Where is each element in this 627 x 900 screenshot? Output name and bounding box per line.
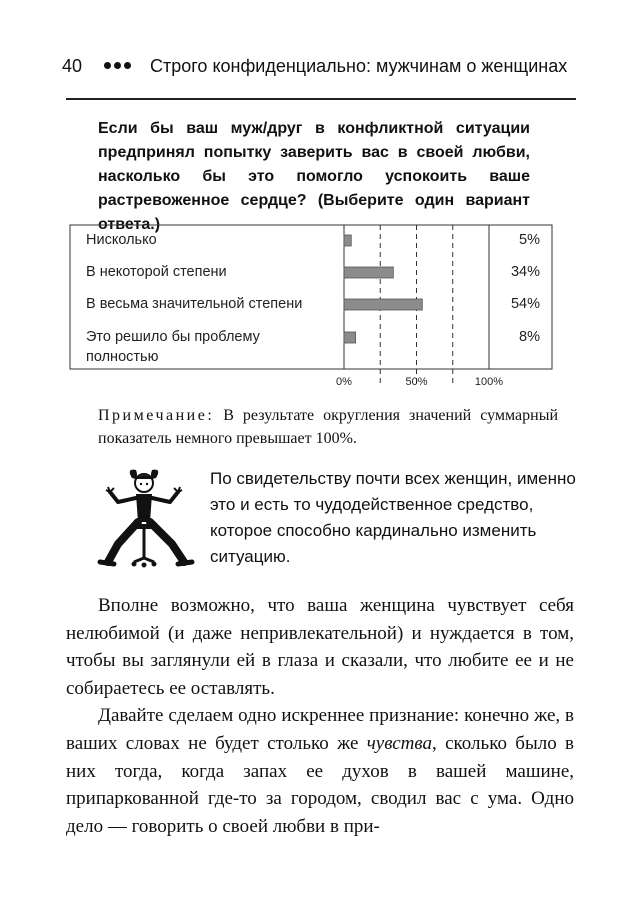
survey-question: Если бы ваш муж/друг в конфликтной ситуации предпринял попытку заверить вас в своей любви, насколько бы это помогло успокоить ваше растревоженное сердце? (Выберите один вариант ответа.) (98, 120, 530, 233)
paragraph-2-end: , сколько было в них тогда, когда запах ее духов в вашей машине, припаркованной где-то за городом, сводил вас с ума. Одно дело — говорить о своей любви в при- (66, 732, 575, 837)
footnote (98, 404, 558, 450)
chart-bar (344, 235, 351, 246)
callout-quote: По свидетельству почти всех женщин, именно это и есть то чудодейственное средство, которое способно кардинально изменить ситуацию. (210, 469, 576, 566)
chart-category-label: полностью (86, 349, 159, 365)
chart-category-label: Это решило бы проблему (86, 329, 260, 345)
emphasis-feeling: чувства (366, 732, 433, 754)
chart-value-label: 54% (510, 296, 540, 312)
header-rule (66, 98, 576, 100)
header-dots-ornament (104, 62, 131, 69)
chart-canvas (66, 222, 556, 392)
page-number: 40 (62, 56, 83, 76)
chart-category-label: Нисколько (86, 232, 157, 248)
body-text (66, 592, 574, 840)
note-text: В результате округления значений суммарный показатель немного превышает 100%. (98, 407, 559, 447)
paragraph-1: Вполне возможно, что ваша женщина чувствует себя нелюбимой (и даже непривлекательной) и нуждается в том, чтобы вы заглянули ей в глаза и сказали, что любите ее и не собираетесь ее оставлять. (66, 595, 574, 699)
chart-bar (344, 267, 393, 278)
paragraph-2 (66, 702, 574, 840)
chart-tick-label: 0% (336, 376, 352, 388)
survey-bar-chart (66, 222, 556, 392)
chart-bar (344, 299, 422, 310)
running-head (62, 56, 572, 86)
chart-tick-label: 50% (405, 376, 428, 388)
chart-category-label: В весьма значительной степени (86, 296, 303, 312)
chart-value-label: 34% (510, 264, 540, 280)
woman-on-stool-illustration (92, 466, 200, 578)
chart-value-label: 8% (519, 329, 540, 345)
note-lead: Примечание: (98, 407, 215, 424)
chart-bar (344, 332, 356, 343)
chart-tick-label: 100% (474, 376, 504, 388)
running-title: Строго конфиденциально: мужчинам о женщинах (150, 56, 568, 76)
chart-value-label: 5% (519, 232, 540, 248)
paragraph-2-start: Давайте сделаем одно искреннее признание: конечно же, в ваших словах не будет столько же (66, 705, 574, 754)
chart-category-label: В некоторой степени (86, 264, 227, 280)
